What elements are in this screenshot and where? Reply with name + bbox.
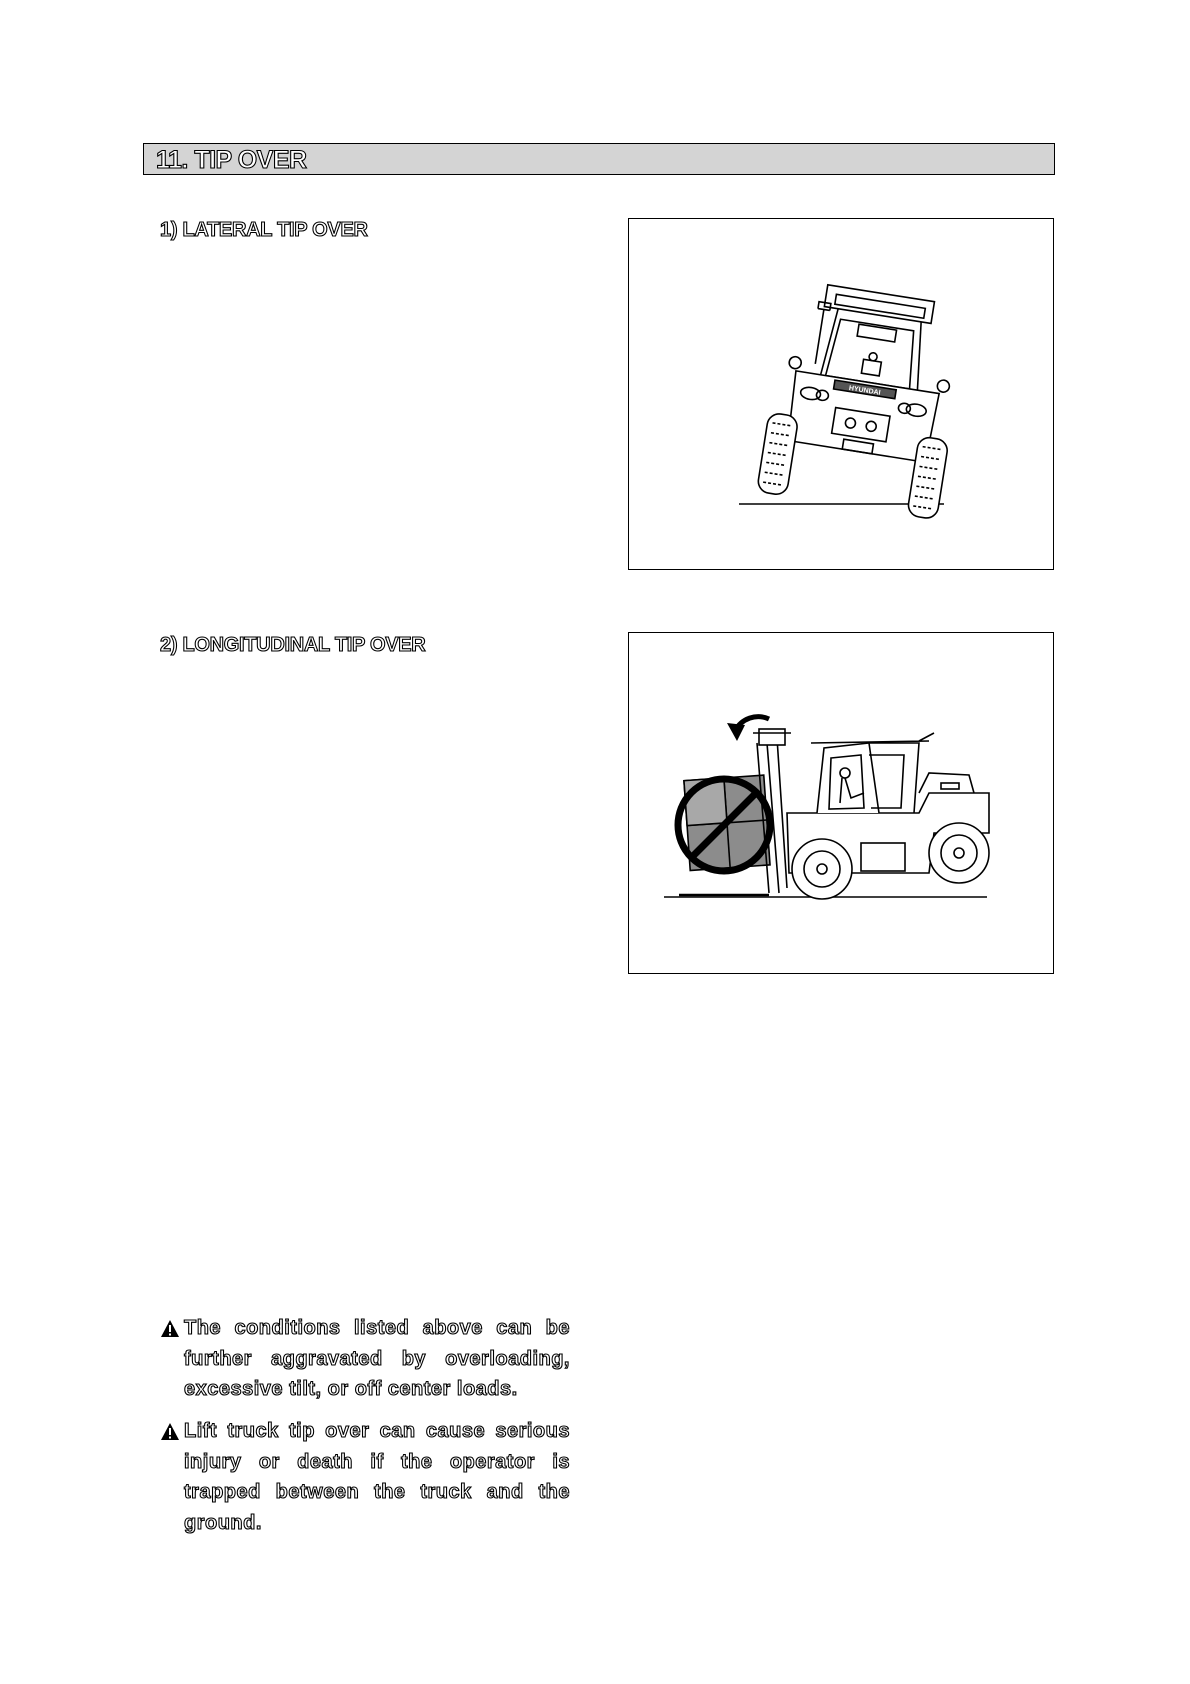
brand-label: HYUNDAI xyxy=(848,384,881,397)
lateral-tip-over-heading: 1) LATERAL TIP OVER xyxy=(160,219,368,241)
section-title: 11. TIP OVER xyxy=(156,146,307,174)
warning-serious-injury xyxy=(160,1416,570,1538)
warning-serious-injury-text: Lift truck tip over can cause serious injury or death if the operator is trapped between the truck and the ground. xyxy=(184,1420,570,1534)
forklift-longitudinal-tip-prohibited-illustration xyxy=(629,633,1055,975)
section-header xyxy=(143,143,1055,175)
warning-triangle-icon xyxy=(160,1422,180,1441)
warning-overloading xyxy=(160,1313,570,1405)
forklift-lateral-tip-illustration xyxy=(629,219,1055,571)
longitudinal-tip-over-figure xyxy=(628,632,1054,974)
lateral-tip-over-figure xyxy=(628,218,1054,570)
longitudinal-tip-over-heading: 2) LONGITUDINAL TIP OVER xyxy=(160,634,426,656)
warning-overloading-text: The conditions listed above can be further aggravated by overloading, excessive tilt, or off center loads. xyxy=(184,1317,570,1400)
warning-triangle-icon xyxy=(160,1319,180,1338)
